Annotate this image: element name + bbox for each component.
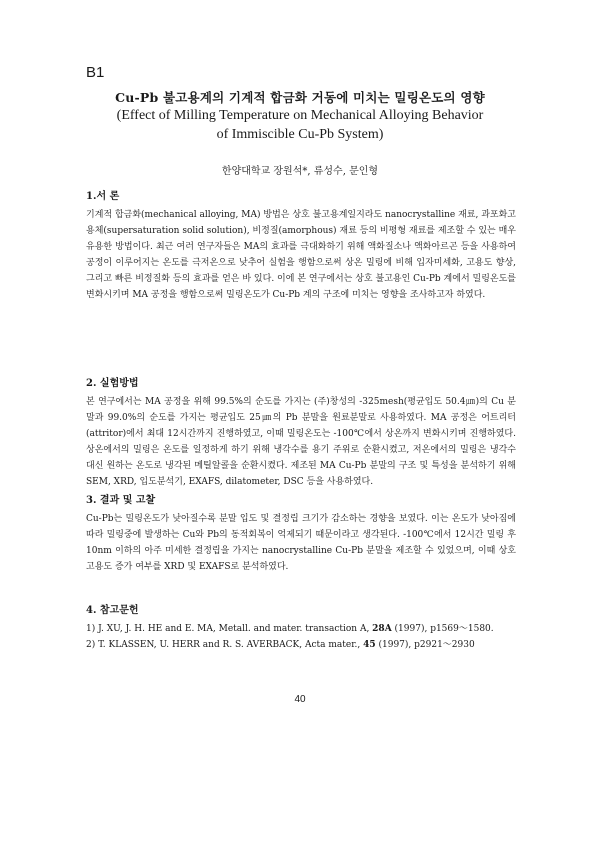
english-title-line-2: of Immiscible Cu-Pb System): [216, 127, 384, 142]
korean-title: Cu-Pb 불고용계의 기계적 합금화 거동에 미치는 밀링온도의 영향: [115, 90, 485, 105]
section-body-method: 본 연구에서는 MA 공정을 위해 99.5%의 순도를 가지는 (주)창성의 -325mesh(평균입도 50.4㎛)의 Cu 분말과 99.0%의 순도를 가지는 평균입도 25㎛의 Pb 분말을 원료분말로 사용하였다. MA 공정은 어트리터(attritor)에서 최대 12시간까지 진행하였고, 이때 밀링온도는 -100℃에서 상온까지 변화시키며 진행하였다. 상온에서의 밀링은 온도를 일정하게 하기 위해 냉각수를 용기 주위로 순환시켰고, 저온에서의 밀링은 냉각수 대신 원하는 온도로 냉각된 메틸알콜을 순환시켰다. 제조된 MA Cu-Pb 분말의 구조 및 특성을 분석하기 위해 SEM, XRD, 입도분석기, EXAFS, dilatometer, DSC 등을 사용하였다.: [86, 397, 516, 487]
english-title: [60, 106, 540, 144]
abstract-code: B1: [86, 64, 105, 81]
section-method: [86, 377, 516, 490]
section-heading-references: 4. 참고문헌: [86, 605, 139, 616]
english-title-line-1: (Effect of Milling Temperature on Mechanical Alloying Behavior: [116, 108, 484, 123]
section-heading-introduction: 1.서 론: [86, 191, 120, 202]
authors: 한양대학교 장원석*, 류성수, 문인형: [221, 166, 379, 177]
section-introduction: [86, 190, 516, 303]
section-heading-results: 3. 결과 및 고찰: [86, 495, 156, 506]
page-number: 40: [294, 694, 306, 705]
section-body-introduction: 기계적 합금화(mechanical alloying, MA) 방법은 상호 불고용계일지라도 nanocrystalline 재료, 과포화고용체(supersaturation solid solution), 비정질(amorphous) 재료 등의 비평형 재료를 제조할 수 있는 매우 유용한 방법이다. 최근 여러 연구자들은 MA의 효과를 극대화하기 위해 액화질소나 액화아르곤 등을 사용하여 공정이 이루어지는 온도를 극저온으로 낮추어 실험을 행함으로써 상온 밀링에 비해 입자미세화, 고용도 향상, 그리고 빠른 비정질화 등의 효과를 얻은 바 있다. 이에 본 연구에서는 상호 불고용인 Cu-Pb 계에서 밀링온도를 변화시키며 MA 공정을 행함으로써 밀링온도가 Cu-Pb 계의 구조에 미치는 영향을 조사하고자 하였다.: [86, 210, 516, 300]
section-references: [86, 604, 516, 653]
reference-item: 2) T. KLASSEN, U. HERR and R. S. AVERBACK, Acta mater., 45 (1997), p2921～2930: [86, 640, 475, 650]
section-body-results: Cu-Pb는 밀링온도가 낮아질수록 분말 입도 및 결정립 크기가 감소하는 경향을 보였다. 이는 온도가 낮아짐에 따라 밀링중에 발생하는 Cu와 Pb의 동적회복이 억제되기 때문이라고 생각된다. -100℃에서 12시간 밀링 후 10nm 이하의 아주 미세한 결정립을 가지는 nanocrystalline Cu-Pb 분말을 제조할 수 있었으며, 이때 상호고용도 증가 여부를 XRD 및 EXAFS로 분석하였다.: [86, 514, 516, 572]
reference-item: 1) J. XU, J. H. HE and E. MA, Metall. and mater. transaction A, 28A (1997), p1569～1580.: [86, 624, 494, 634]
section-heading-method: 2. 실험방법: [86, 378, 139, 389]
section-results: [86, 494, 516, 575]
